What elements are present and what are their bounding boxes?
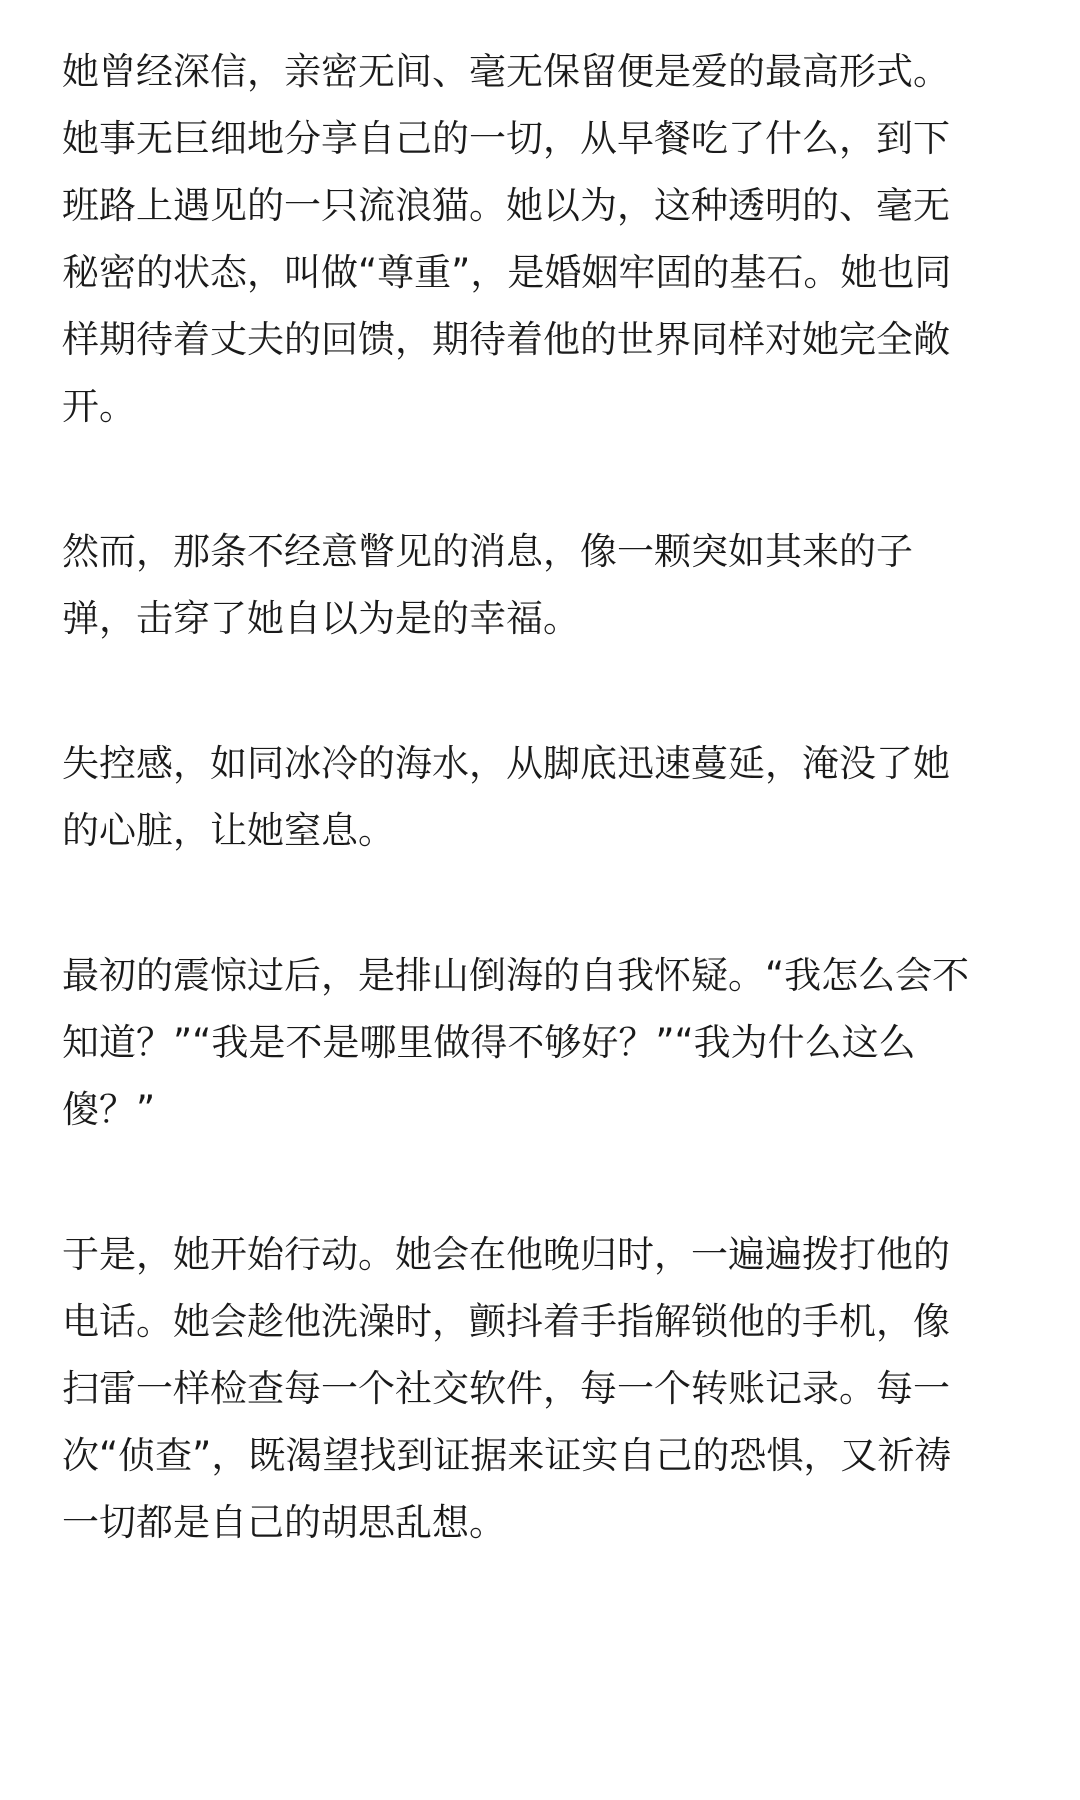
article-body bbox=[62, 38, 1022, 1634]
paragraph-self-doubt: 最初的震惊过后，是排山倒海的自我怀疑。“我怎么会不 知道？”“我是不是哪里做得不够好？”“我为什么这么 傻？” bbox=[62, 954, 970, 1131]
paragraph-loss-of-control: 失控感，如同冰冷的海水，从脚底迅速蔓延，淹没了她 的心脏，让她窒息。 bbox=[62, 742, 950, 852]
paragraph-trust: 她曾经深信，亲密无间、毫无保留便是爱的最高形式。 她事无巨细地分享自己的一切，从早餐吃了什么，到下 班路上遇见的一只流浪猫。她以为，这种透明的、毫无 秘密的状态，叫做“尊重”，是婚姻牢固的基石。她也同 样期待着丈夫的回馈，期待着他的世界同样对她完全敞 开。 bbox=[62, 50, 952, 428]
paragraph-message: 然而，那条不经意瞥见的消息，像一颗突如其来的子 弹，击穿了她自以为是的幸福。 bbox=[62, 530, 913, 640]
paragraph-investigation: 于是，她开始行动。她会在他晚归时，一遍遍拨打他的 电话。她会趁他洗澡时，颤抖着手指解锁他的手机，像 扫雷一样检查每一个社交软件，每一个转账记录。每一 次“侦查”，既渴望找到证据来证实自己的恐惧，又祈祷 一切都是自己的胡思乱想。 bbox=[62, 1233, 952, 1544]
